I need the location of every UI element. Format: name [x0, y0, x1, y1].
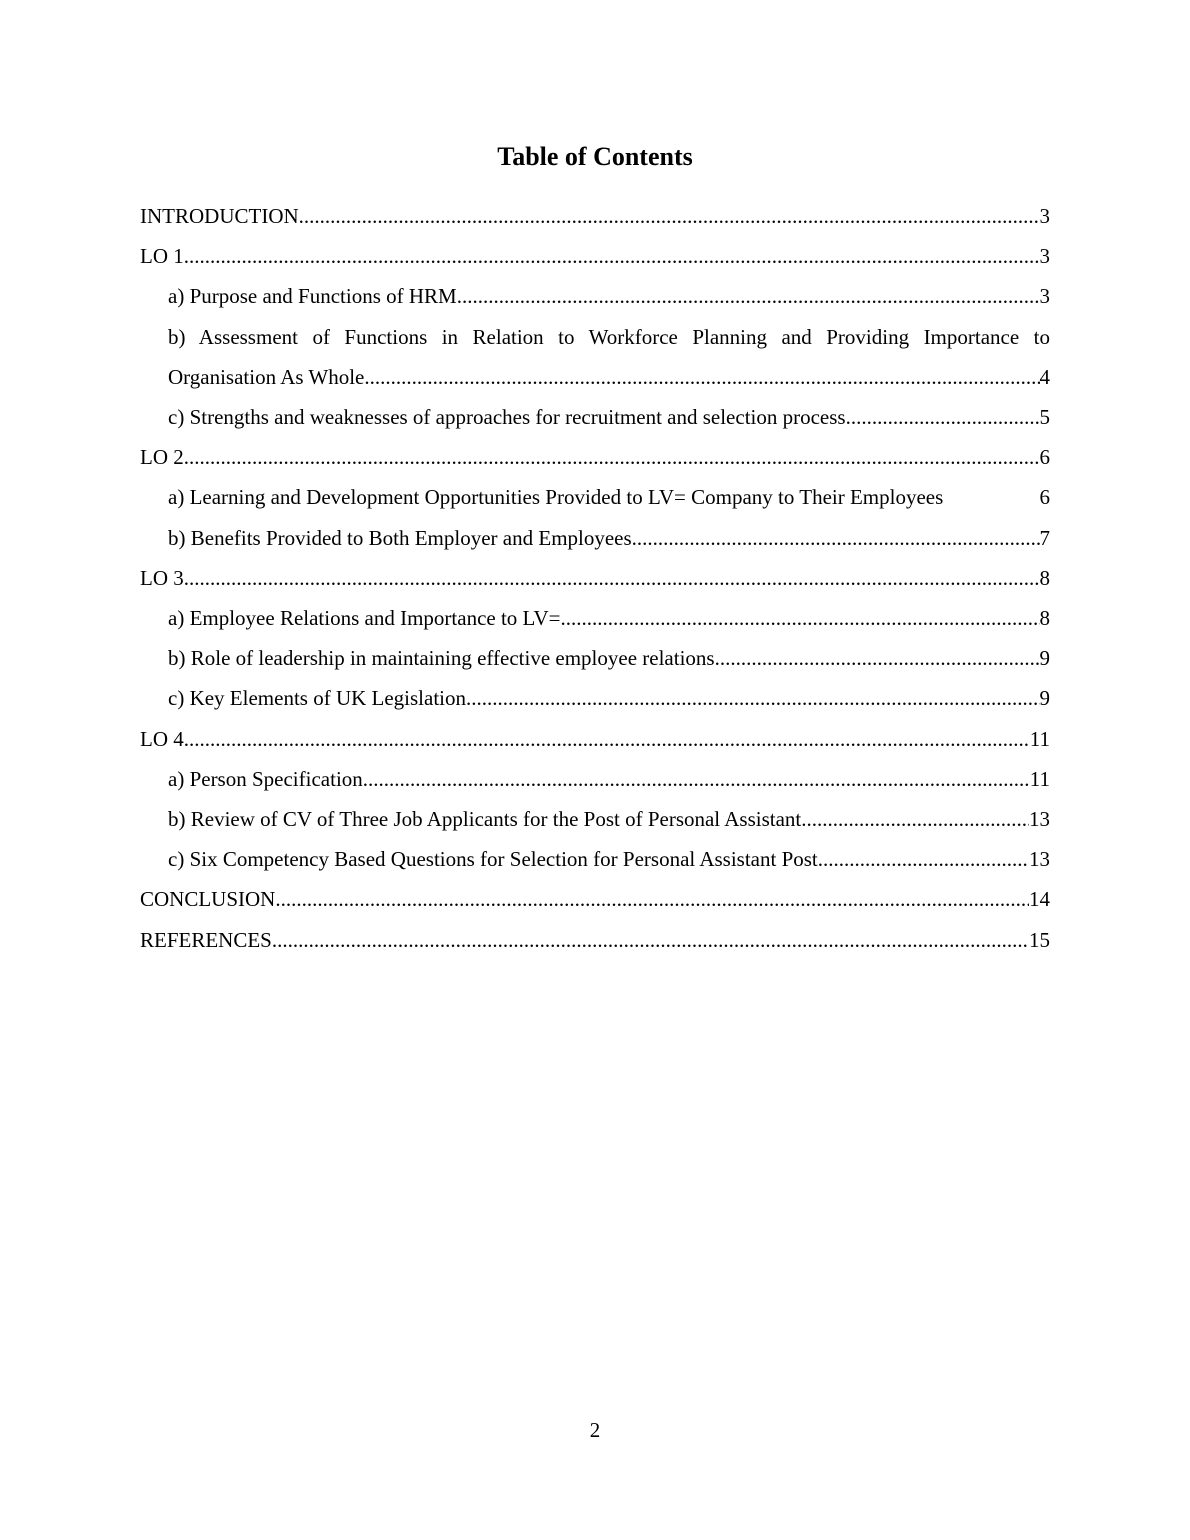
toc-entry-page: 7: [1039, 525, 1050, 550]
toc-entry-lo1-c[interactable]: [140, 397, 1050, 437]
toc-entry-page: 13: [1029, 807, 1050, 832]
toc-entry-lo4-c[interactable]: [140, 839, 1050, 879]
toc-entry-label: LO 1: [140, 244, 184, 269]
toc-entry-references[interactable]: [140, 920, 1050, 960]
toc-entry-lo3[interactable]: [140, 558, 1050, 598]
toc-entry-lo3-c[interactable]: [140, 678, 1050, 718]
toc-entry-label: c) Key Elements of UK Legislation: [168, 686, 466, 711]
toc-entry-page: 14: [1029, 887, 1050, 912]
toc-entry-page: 3: [1039, 284, 1050, 309]
dot-leader: [801, 799, 1029, 839]
toc-entry-label: LO 4: [140, 726, 184, 751]
dot-leader: [184, 558, 1040, 598]
dot-leader: [364, 357, 1039, 397]
toc-entry-page: 8: [1039, 606, 1050, 631]
toc-entry-lo1-b[interactable]: [140, 357, 1050, 397]
toc-entry-page: 5: [1039, 405, 1050, 430]
dot-leader: [275, 879, 1029, 919]
toc-entry-lo2-b[interactable]: [140, 518, 1050, 558]
dot-leader: [818, 839, 1029, 879]
dot-leader: [184, 719, 1030, 759]
toc-entry-introduction[interactable]: [140, 196, 1050, 236]
toc-entry-conclusion[interactable]: [140, 879, 1050, 919]
toc-entry-page: 9: [1039, 646, 1050, 671]
toc-entry-label-line1: b) Assessment of Functions in Relation to Workforce Planning and Providing Importance to: [168, 324, 1050, 349]
dot-leader: [632, 518, 1040, 558]
dot-leader: [184, 236, 1040, 276]
toc-entry-label: CONCLUSION: [140, 887, 276, 912]
toc-entry-label: LO 3: [140, 565, 184, 590]
toc-entry-lo1[interactable]: [140, 236, 1050, 276]
dot-leader: [184, 437, 1040, 477]
toc-entry-label: a) Employee Relations and Importance to LV=: [168, 606, 561, 631]
toc-entry-label: a) Person Specification: [168, 766, 363, 791]
toc-entry-lo3-b[interactable]: [140, 638, 1050, 678]
dot-leader: [299, 196, 1040, 236]
toc-entry-label: c) Strengths and weaknesses of approaches for recruitment and selection process: [168, 405, 846, 430]
toc-entry-page: 11: [1029, 766, 1050, 791]
toc-entry-label: INTRODUCTION: [140, 204, 299, 228]
toc-entry-label: a) Purpose and Functions of HRM: [168, 284, 457, 309]
toc-entry-page: 9: [1039, 686, 1050, 711]
toc-entry-page: 13: [1029, 847, 1050, 872]
toc-entry-page: 11: [1029, 726, 1050, 751]
toc-entry-label: Organisation As Whole: [168, 364, 365, 389]
toc-entry-page: 6: [1039, 445, 1050, 470]
toc-entry-page: 3: [1039, 244, 1050, 269]
dot-leader: [272, 920, 1029, 960]
toc-entry-page: 3: [1039, 204, 1050, 228]
toc-entry-page: 8: [1039, 565, 1050, 590]
toc-entry-lo4-a[interactable]: [140, 759, 1050, 799]
toc-entry-lo2[interactable]: [140, 437, 1050, 477]
toc-entry-lo1-a[interactable]: [140, 276, 1050, 316]
toc-entry-lo3-a[interactable]: [140, 598, 1050, 638]
toc-entry-label: c) Six Competency Based Questions for Selection for Personal Assistant Post: [168, 847, 818, 872]
dot-leader: [715, 638, 1040, 678]
dot-leader: [560, 598, 1039, 638]
dot-leader: [466, 678, 1040, 718]
toc-entry-lo4[interactable]: [140, 719, 1050, 759]
toc-entry-label: b) Benefits Provided to Both Employer and Employees: [168, 525, 632, 550]
toc-entry-label: b) Review of CV of Three Job Applicants for the Post of Personal Assistant: [168, 807, 802, 832]
dot-leader: [363, 759, 1030, 799]
table-of-contents: [140, 196, 1050, 960]
toc-entry-label: a) Learning and Development Opportunities Provided to LV= Company to Their Employees: [168, 485, 944, 510]
dot-leader: [846, 397, 1040, 437]
toc-entry-page: 6: [1039, 485, 1050, 510]
page-number: 2: [589, 1418, 601, 1442]
toc-entry-label: LO 2: [140, 445, 184, 470]
toc-entry-page: 15: [1029, 927, 1050, 952]
toc-title: Table of Contents: [497, 142, 693, 171]
toc-entry-lo4-b[interactable]: [140, 799, 1050, 839]
toc-entry-lo2-a[interactable]: [140, 477, 1050, 517]
toc-entry-label: b) Role of leadership in maintaining effective employee relations: [168, 646, 715, 671]
toc-entry-lo1-b-line1[interactable]: [140, 317, 1050, 357]
toc-entry-page: 4: [1039, 364, 1050, 389]
dot-leader: [457, 276, 1040, 316]
toc-entry-label: REFERENCES: [140, 927, 272, 952]
